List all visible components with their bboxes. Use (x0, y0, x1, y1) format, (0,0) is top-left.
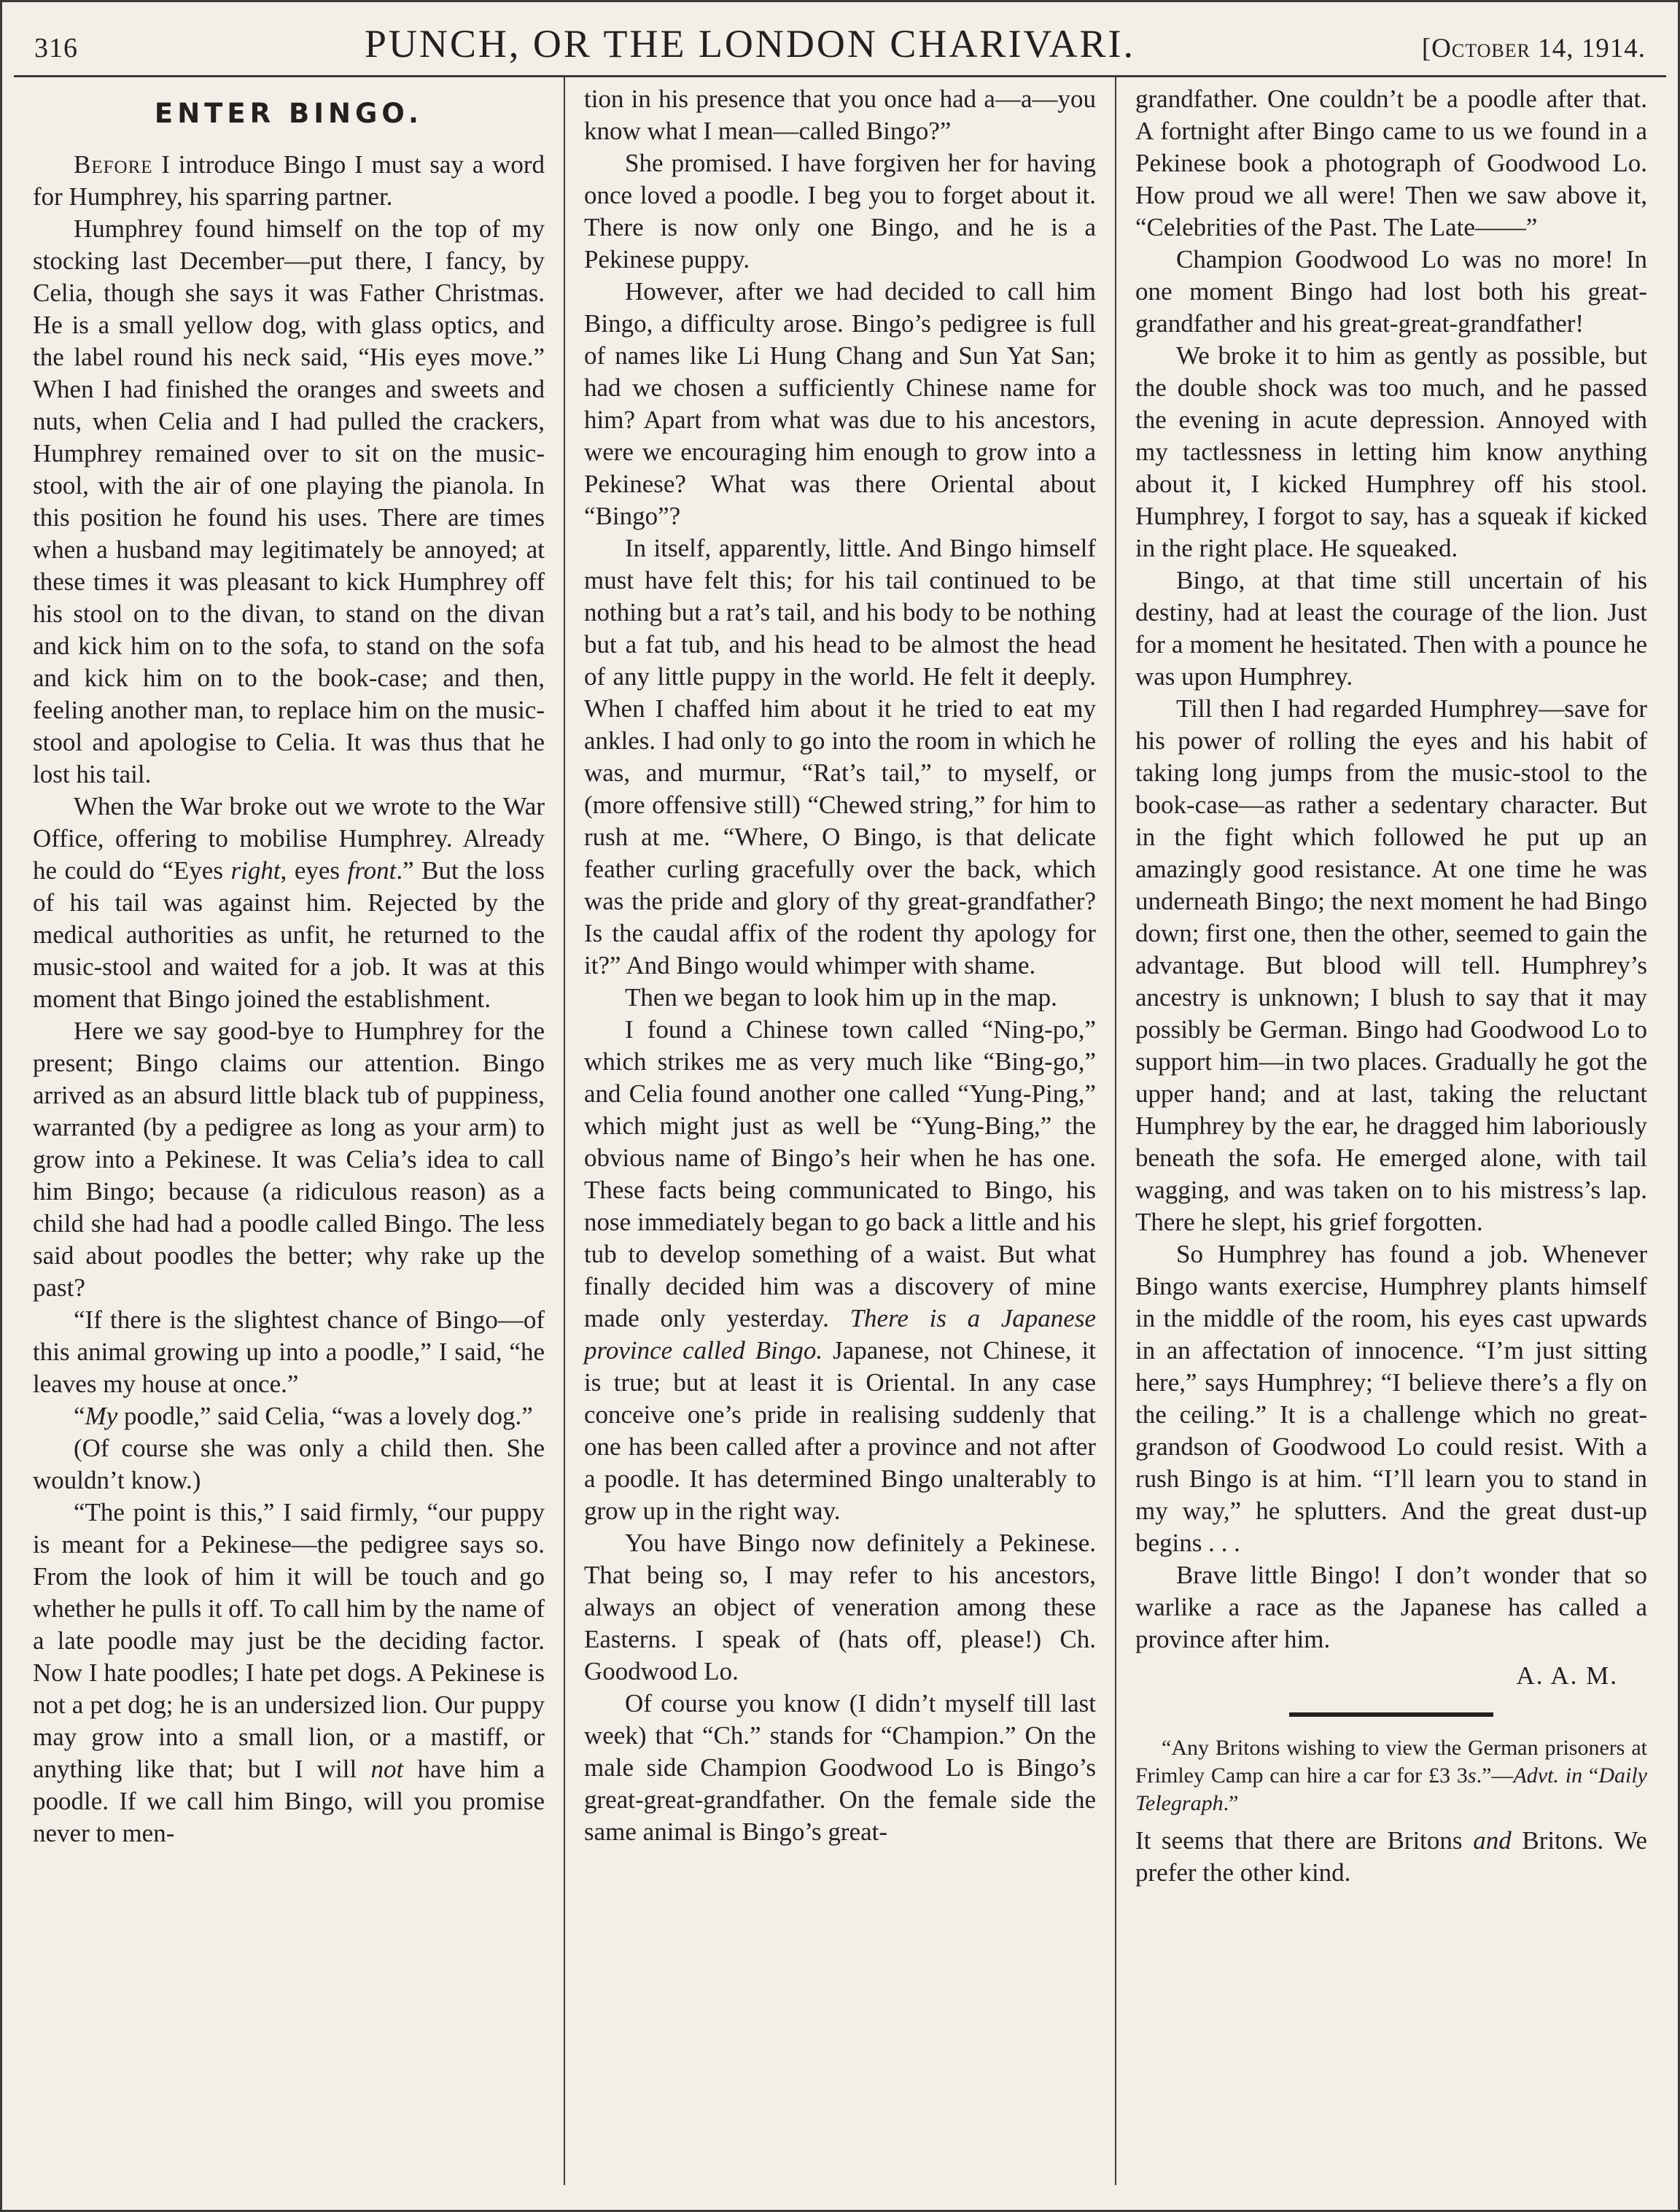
column-3 (1115, 77, 1666, 2185)
paragraph: (Of course she was only a child then. She wouldn’t know.) (33, 1434, 545, 1494)
page-number: 316 (34, 33, 78, 63)
paragraph: Champion Goodwood Lo was no more! In one moment Bingo had lost both his great-grandfather and his great-great-grandfather! (1135, 245, 1647, 338)
article-title: ENTER BINGO. (154, 98, 424, 129)
paragraph: Here we say good-bye to Humphrey for the present; Bingo claims our attention. Bingo arrived as an absurd little black tub of puppiness, warranted (by a pedigree as long as your arm) to grow into a Pekinese. It was Celia’s idea to call him Bingo; because (a ridiculous reason) as a child she had had a poodle called Bingo. The less said about poodles the better; why rake up the past? (33, 1017, 545, 1302)
paragraph: Then we began to look him up in the map. (625, 983, 1057, 1012)
column-1 (14, 77, 564, 2185)
paragraph: Brave little Bingo! I don’t wonder that so warlike a race as the Japanese has called a province after him. (1135, 1561, 1647, 1653)
paragraph: “If there is the slightest chance of Bingo—of this animal growing up into a poodle,” I said, “he leaves my house at once.” (33, 1305, 545, 1398)
paragraph: Of course you know (I didn’t myself till last week) that “Ch.” stands for “Champion.” On the male side Champion Goodwood Lo is Bingo’s great-great-grandfather. On the female side the same animal is Bingo’s great- (584, 1689, 1096, 1846)
paragraph: “My poodle,” said Celia, “was a lovely dog.” (74, 1402, 533, 1430)
issue-date: [October 14, 1914. (1421, 34, 1646, 63)
paragraph: Bingo, at that time still uncertain of his destiny, had at least the courage of the lion. Just for a moment he hesitated. Then with a pounce he was upon Humphrey. (1135, 566, 1647, 691)
paragraph: “The point is this,” I said firmly, “our puppy is meant for a Pekinese—the pedigree says so. From the look of him it will be touch and go whether he pulls it off. To call him by the name of a late poodle may just be the deciding factor. Now I hate poodles; I hate pet dogs. A Pekinese is not a pet dog; he is an undersized lion. Our puppy may grow into a small lion, or a mastiff, or anything like that; but I will not have him a poodle. If we call him Bingo, will you promise never to men- (33, 1498, 545, 1847)
paragraph: When the War broke out we wrote to the War Office, offering to mobilise Humphrey. Already he could do “Eyes right, eyes front.” But the loss of his tail was against him. Rejected by the medical authorities as unfit, he returned to the music-stool and waited for a job. It was at this moment that Bingo joined the establishment. (33, 792, 545, 1013)
editorial-comment: It seems that there are Britons and Britons. We prefer the other kind. (1135, 1826, 1648, 1887)
continuation-paragraph: tion in his presence that you once had a—a—you know what I mean—called Bingo?” (584, 85, 1096, 145)
paragraph: I found a Chinese town called “Ning-po,” which strikes me as very much like “Bing-go,” and Celia found another one called “Yung-Ping,” which might just as well be “Yung-Bing,” the obvious name of Bingo’s heir when he has one. These facts being communicated to Bingo, his nose immediately began to go back a little and his tub to develop something of a waist. But what finally decided him was a discovery of mine made only yesterday. There is a Japanese province called Bingo. Japanese, not Chinese, it is true; but at least it is Oriental. In any case conceive one’s pride in realising suddenly that one has been called after a province and not after a poodle. It has determined Bingo unalterably to grow up in the right way. (584, 1015, 1096, 1525)
paragraph: However, after we had decided to call him Bingo, a difficulty arose. Bingo’s pedigree is full of names like Li Hung Chang and Sun Yat San; had we chosen a sufficiently Chinese name for him? Apart from what was due to his ancestors, were we encouraging him enough to grow into a Pekinese? What was there Oriental about “Bingo”? (584, 277, 1096, 530)
paragraph: In itself, apparently, little. And Bingo himself must have felt this; for his tail continued to be nothing but a rat’s tail, and his body to be nothing but a fat tub, and his head to be almost the head of any little puppy in the world. He felt it deeply. When I chaffed him about it he tried to eat my ankles. I had only to go into the room in which he was, and murmur, “Rat’s tail,” to myself, or (more offensive still) “Chewed string,” for him to rush at me. “Where, O Bingo, is that delicate feather curling gracefully over the back, which was the pride and glory of thy great-grandfather? Is the caudal affix of the rodent thy apology for it?” And Bingo would whimper with shame. (584, 534, 1096, 979)
article-columns (14, 77, 1666, 2185)
small-caps-text: Before (74, 150, 153, 179)
column-2 (564, 77, 1115, 2185)
advert-quote: “Any Britons wishing to view the German prisoners at Frimley Camp can hire a car for £3 3s.”—Advt. in “Daily Telegraph.” (1135, 1736, 1647, 1815)
continuation-paragraph: grandfather. One couldn’t be a poodle after that. A fortnight after Bingo came to us we found in a Pekinese book a photograph of Goodwood Lo. How proud we all were! Then we saw above it, “Celebrities of the Past. The Late——” (1135, 85, 1647, 241)
paragraph: Till then I had regarded Humphrey—save for his power of rolling the eyes and his habit of taking long jumps from the music-stool to the book-case—as rather a sedentary character. But in the fight which followed he put up an amazingly good resistance. At one time he was underneath Bingo; the next moment he had Bingo down; first one, then the other, seemed to gain the advantage. But blood will tell. Humphrey’s ancestry is unknown; I blush to say that it may possibly be German. Bingo had Goodwood Lo to support him—in two places. Gradually he got the upper hand; and at last, taking the reluctant Humphrey by the ear, he dragged him laboriously beneath the sofa. He emerged alone, with tail wagging, and was taken on to his mistress’s lap. There he slept, his grief forgotten. (1135, 694, 1647, 1236)
page-header (14, 9, 1666, 77)
author-signature: A. A. M. (1516, 1661, 1618, 1690)
paragraph: Humphrey found himself on the top of my stocking last December—put there, I fancy, by Celia, though she says it was Father Christmas. He is a small yellow dog, with glass optics, and the label round his neck said, “His eyes move.” When I had finished the oranges and sweets and nuts, when Celia and I had pulled the crackers, Humphrey remained over to sit on the music-stool, with the air of one playing the pianola. In this position he found his uses. There are times when a husband may legitimately be annoyed; at these times it was pleasant to kick Humphrey off his stool on to the divan, to stand on the divan and kick him on to the sofa, to stand on the sofa and kick him on to the book-case; and then, feeling another man, to replace him on the music-stool and apologise to Celia. It was thus that he lost his tail. (33, 214, 545, 788)
section-divider-rule (1289, 1712, 1493, 1717)
paragraph: So Humphrey has found a job. Whenever Bingo wants exercise, Humphrey plants himself in the middle of the room, his eyes cast upwards in an affectation of innocence. “I’m just sitting here,” says Humphrey; “I believe there’s a fly on the ceiling.” It is a challenge which no great-grandson of Goodwood Lo could resist. With a rush Bingo is at him. “I’ll learn you to stand in my way,” he splutters. And the great dust-up begins . . . (1135, 1240, 1647, 1557)
paragraph: She promised. I have forgiven her for having once loved a poodle. I beg you to forget about it. There is now only one Bingo, and he is a Pekinese puppy. (584, 149, 1096, 273)
intro-paragraph: Before I introduce Bingo I must say a word for Humphrey, his sparring partner. (33, 150, 545, 211)
paragraph: You have Bingo now definitely a Pekinese. That being so, I may refer to his ancestors, always an object of veneration among these Easterns. I speak of (hats off, please!) Ch. Goodwood Lo. (584, 1529, 1096, 1685)
masthead-title: PUNCH, OR THE LONDON CHARIVARI. (364, 22, 1135, 66)
paragraph: We broke it to him as gently as possible, but the double shock was too much, and he passed the evening in acute depression. Annoyed with my tactlessness in letting him know anything about it, I kicked Humphrey off his stool. Humphrey, I forgot to say, has a squeak if kicked in the right place. He squeaked. (1135, 341, 1647, 562)
